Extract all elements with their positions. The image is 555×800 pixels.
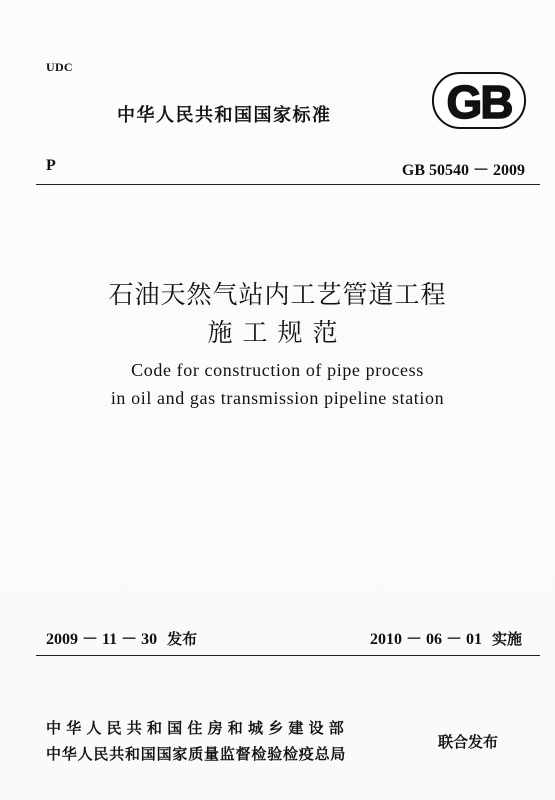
bottom-divider bbox=[36, 655, 540, 656]
standard-number: GB 50540 － 2009 bbox=[401, 162, 525, 179]
udc-label: UDC bbox=[46, 60, 73, 74]
joint-issue-label: 联合发布 bbox=[438, 733, 499, 751]
issuer-ministry: 中华人民共和国住房和城乡建设部 bbox=[46, 719, 350, 737]
implementation-label: 实施 bbox=[491, 630, 522, 648]
top-divider bbox=[36, 184, 540, 185]
issue-label: 发布 bbox=[167, 630, 198, 648]
chinese-title-line1: 石油天然气站内工艺管道工程 bbox=[108, 280, 447, 309]
issuer-aqsiq: 中华人民共和国国家质量监督检验检疫总局 bbox=[46, 745, 347, 763]
gb-logo-icon bbox=[432, 72, 526, 129]
issue-date: 2009 － 11 － 30 bbox=[46, 631, 158, 648]
category-code: P bbox=[46, 157, 56, 174]
issue-date-block bbox=[46, 626, 197, 649]
gb-logo-text: GB bbox=[446, 76, 512, 128]
english-title-line2: in oil and gas transmission pipeline station bbox=[110, 388, 445, 408]
english-title-line1: Code for construction of pipe process bbox=[131, 360, 424, 380]
implementation-date-block bbox=[370, 626, 522, 649]
national-standard-heading: 中华人民共和国国家标准 bbox=[117, 105, 332, 126]
implementation-date: 2010 － 06 － 01 bbox=[369, 631, 482, 648]
chinese-title-line2: 施工规范 bbox=[207, 318, 348, 347]
